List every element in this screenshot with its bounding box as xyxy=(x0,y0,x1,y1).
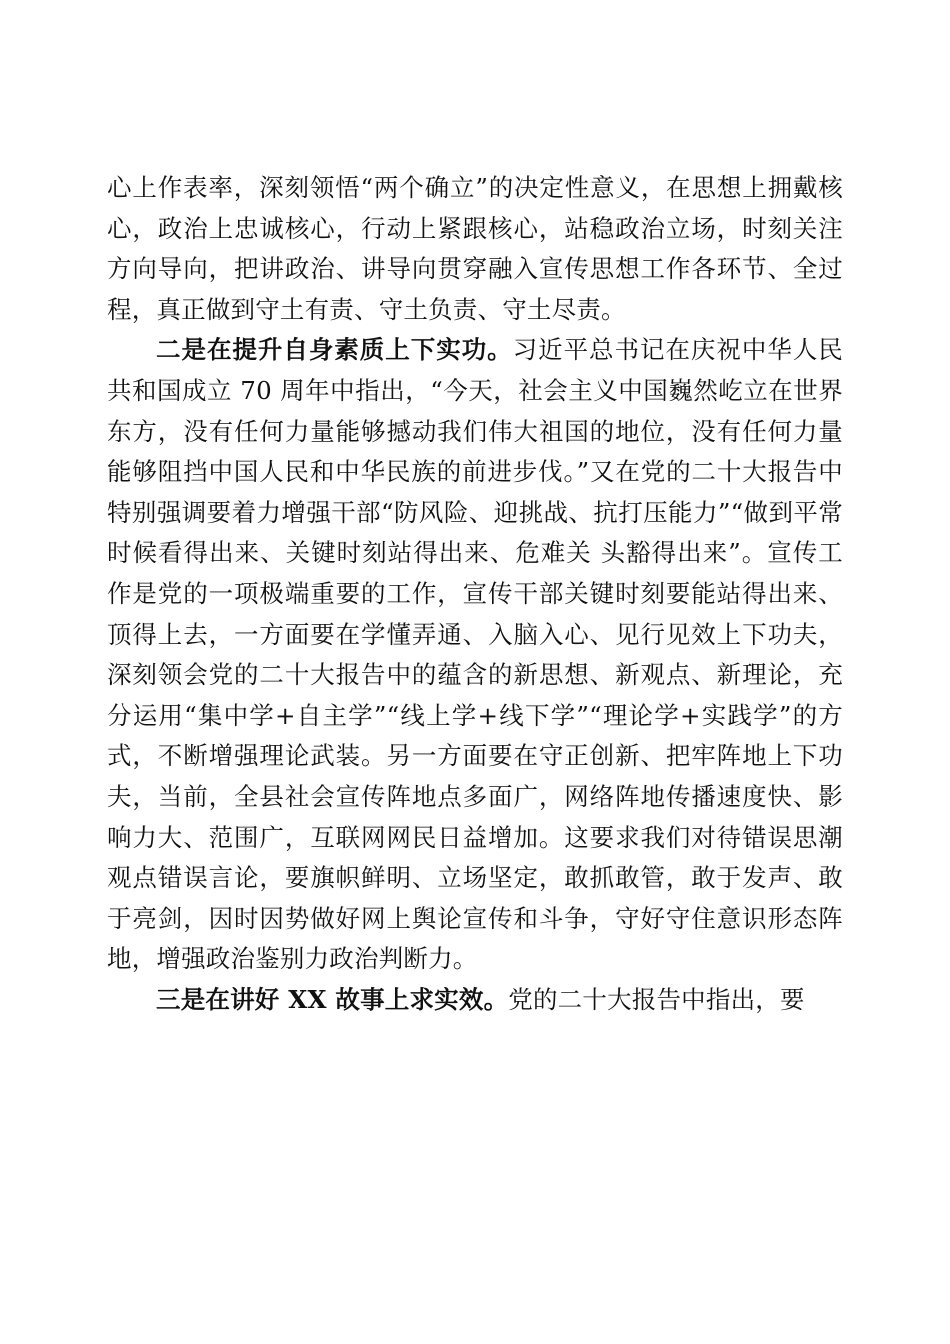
body-text xyxy=(107,168,843,1020)
paragraph-lead: 三是在讲好 XX 故事上求实效。 xyxy=(156,984,509,1014)
paragraph-continuation xyxy=(107,168,843,330)
paragraph-lead: 二是在提升自身素质上下实功。 xyxy=(156,335,513,365)
paragraph-point-two xyxy=(107,330,843,980)
paragraph-text: 习近平总书记在庆祝中华人民共和国成立 70 周年中指出，“今天，社会主义中国巍然屹立在世界东方，没有任何力量能够撼动我们伟大祖国的地位，没有任何力量能够阻挡中国人民和中华民族的前进步伐。”又在党的二十大报告中特别强调要着力增强干部“防风险、迎挑战、抗打压能力”“做到平常时候看得出来、关键时刻站得出来、危难关 头豁得出来”。宣传工作是党的一项极端重要的工作，宣传干部关键时刻要能站得出来、顶得上去，一方面要在学懂弄通、入脑入心、见行见效上下功夫，深刻领会党的二十大报告中的蕴含的新思想、新观点、新理论，充分运用“集中学+自主学”“线上学+线下学”“理论学+实践学”的方式，不断增强理论武装。另一方面要在守正创新、把牢阵地上下功夫，当前，全县社会宣传阵地点多面广，网络阵地传播速度快、影响力大、范围广，互联网网民日益增加。这要求我们对待错误思潮观点错误言论，要旗帜鲜明、立场坚定，敢抓敢管，敢于发声、敢于亮剑，因时因势做好网上舆论宣传和斗争，守好守住意识形态阵地，增强政治鉴别力政治判断力。 xyxy=(107,335,843,974)
paragraph-text: 心上作表率，深刻领悟“两个确立”的决定性意义，在思想上拥戴核心，政治上忠诚核心，行动上紧跟核心，站稳政治立场，时刻关注方向导向，把讲政治、讲导向贯穿融入宣传思想工作各环节、全过程，真正做到守土有责、守土负责、守土尽责。 xyxy=(107,173,843,324)
paragraph-text: 党的二十大报告中指出，要 xyxy=(508,984,805,1014)
paragraph-point-three xyxy=(107,980,843,1021)
